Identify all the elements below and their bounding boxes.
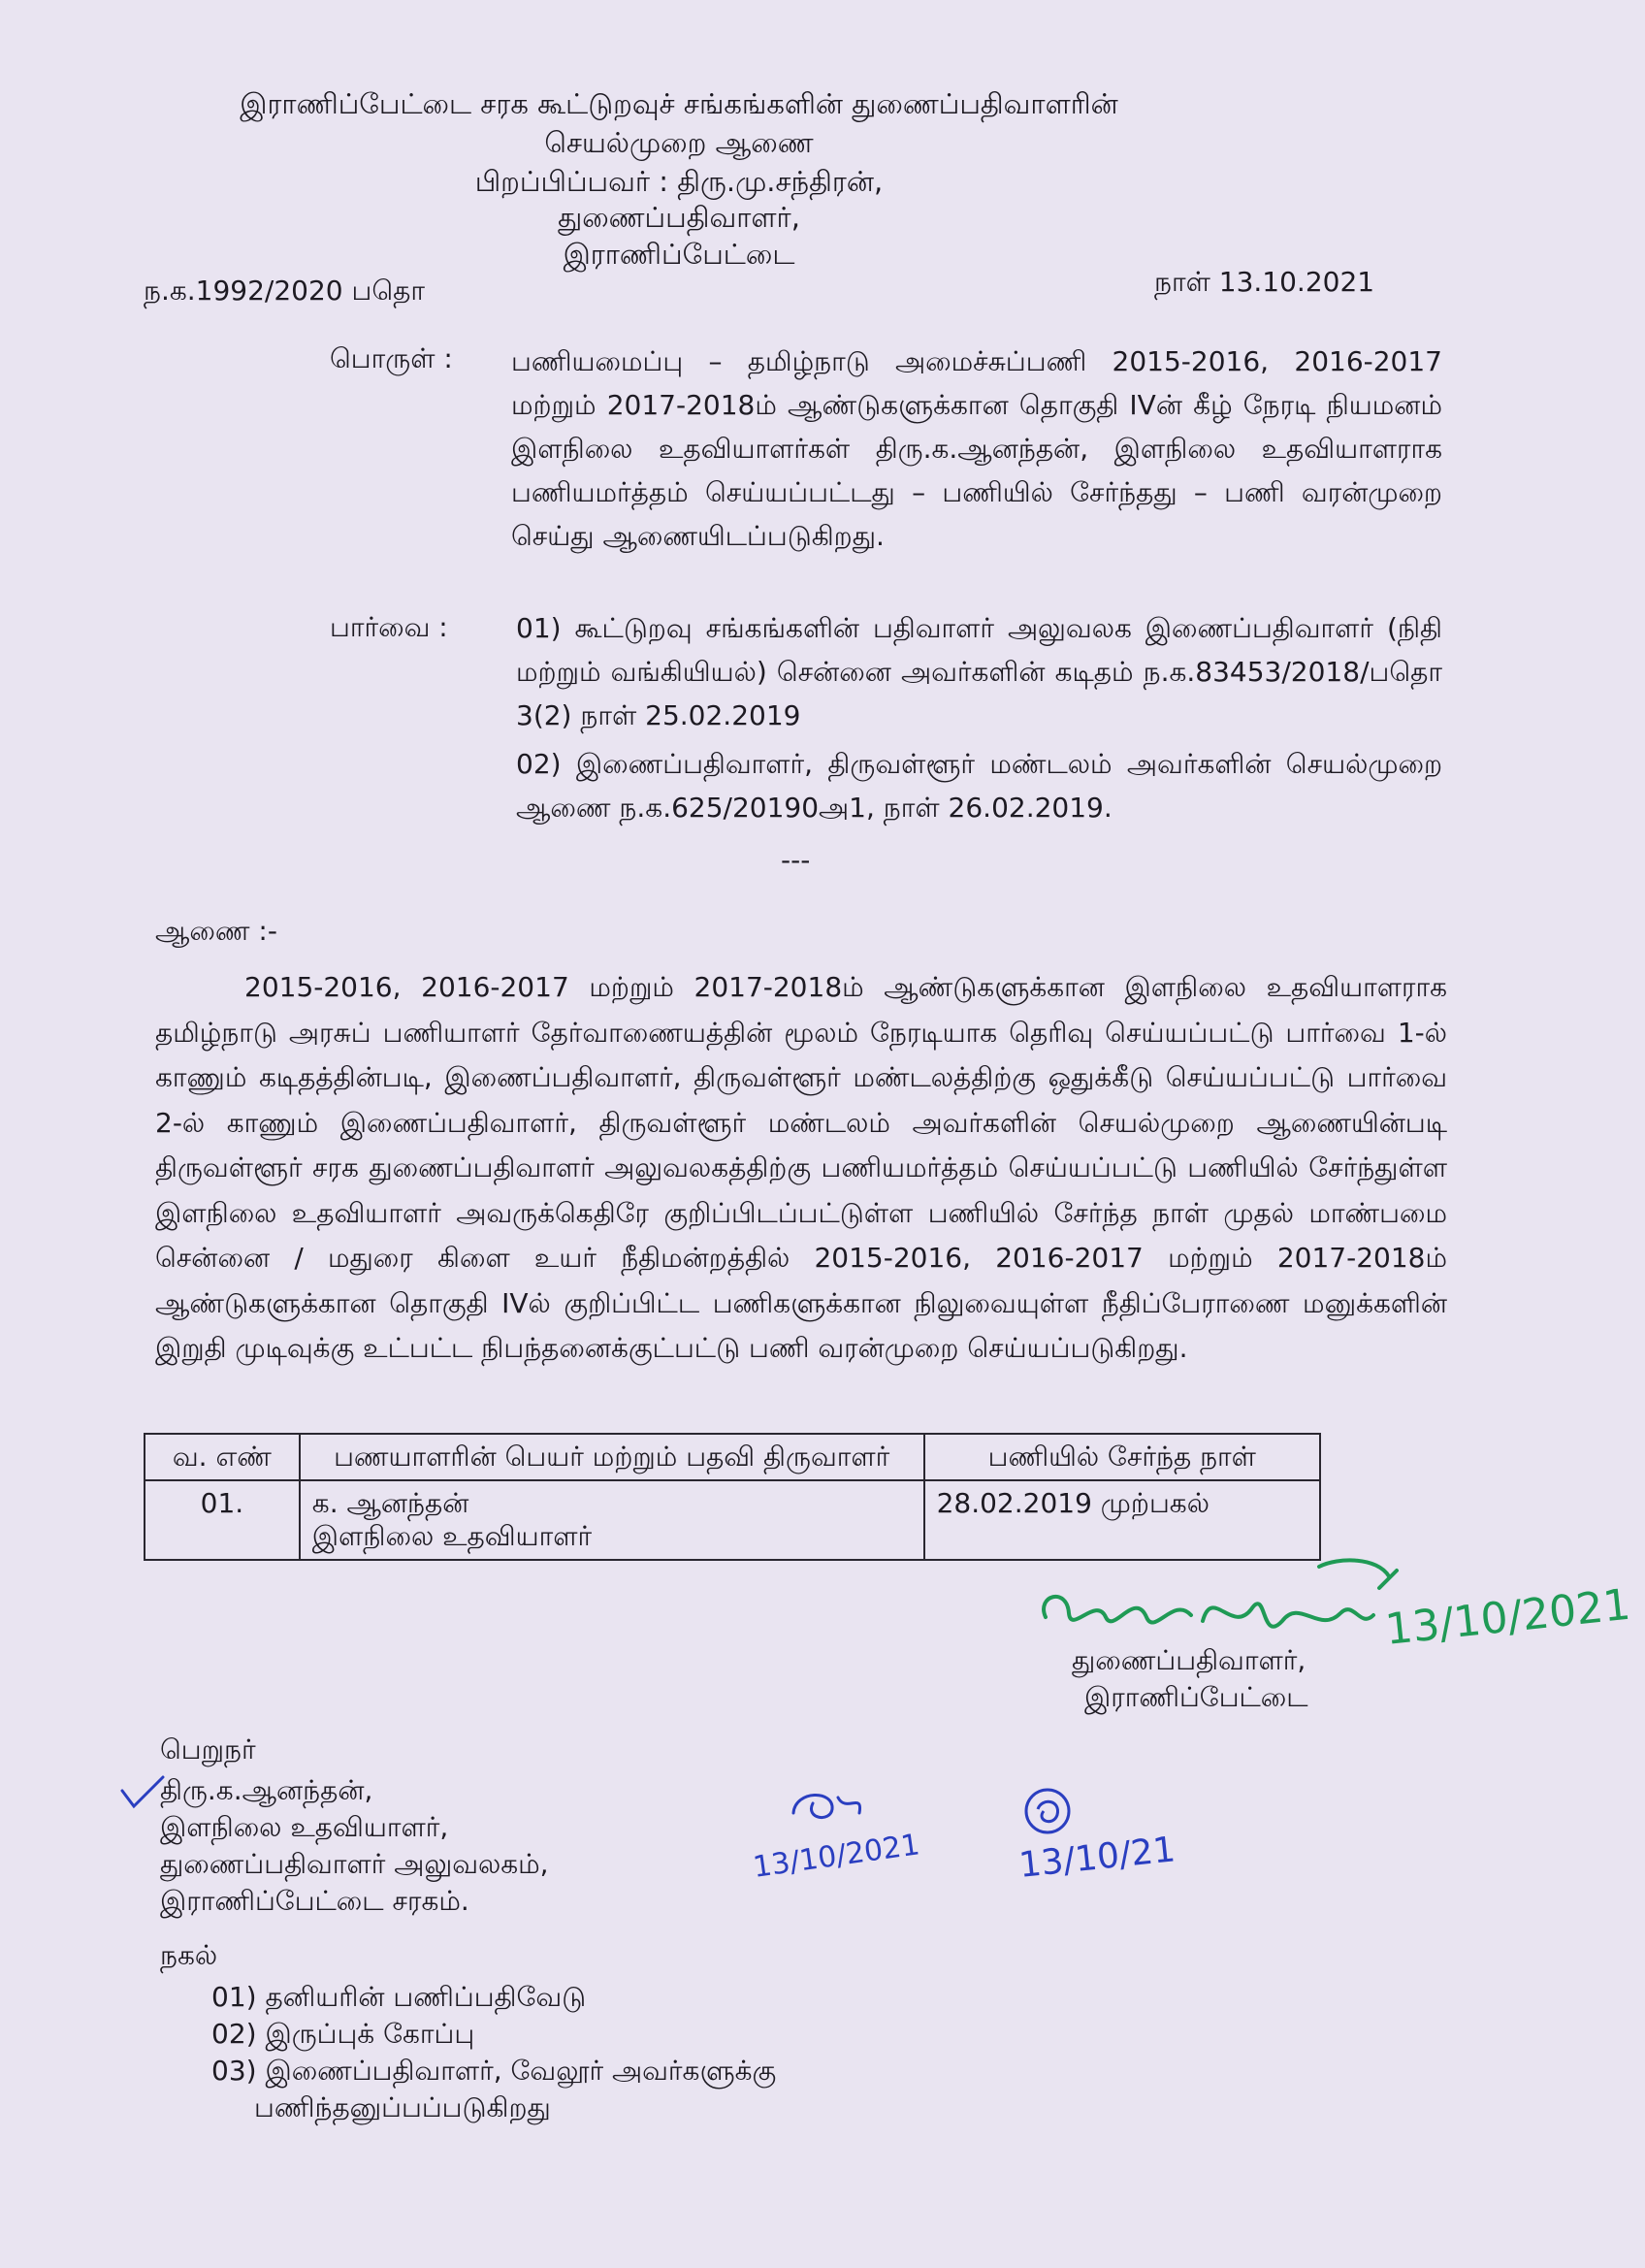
header-place: இராணிப்பேட்டை bbox=[563, 238, 795, 271]
header-line-2: செயல்முறை ஆணை bbox=[544, 126, 814, 159]
order-body: 2015-2016, 2016-2017 மற்றும் 2017-2018ம் ஆண்டுகளுக்கான இளநிலை உதவியாளராக தமிழ்நாடு அரசுப் பணியாளர் தேர்வாணையத்தின் மூலம் நேரடியாக தெரிவு செய்யப்பட்டு பார்வை 1-ல் காணும் கடிதத்தின்படி, இணைப்பதிவாளர், திருவள்ளூர் மண்டலத்திற்கு ஒதுக்கீடு செய்யப்பட்டு பார்வை 2-ல் காணும் இணைப்பதிவாளர், திருவள்ளூர் மண்டலம் அவர்களின் செயல்முறை ஆணையின்படி திருவள்ளூர் சரக துணைப்பதிவாளர் அலுவலகத்திற்கு பணியமர்த்தம் செய்யப்பட்டு பணியில் சேர்ந்துள்ள இளநிலை உதவியாளர் அவருக்கெதிரே குறிப்பிடப்பட்டுள்ள பணியில் சேர்ந்த நாள் முதல் மாண்பமை சென்னை / மதுரை கிளை உயர் நீதிமன்றத்தில் 2015-2016, 2016-2017 மற்றும் 2017-2018ம் ஆண்டுகளுக்கான தொகுதி IVல் குறிப்பிட்ட பணிகளுக்கான நிலுவையுள்ள நீதிப்பேராணை மனுக்களின் இறுதி முடிவுக்கு உட்பட்ட நிபந்தனைக்குட்பட்டு பணி வரன்முறை செய்யப்படுகிறது. bbox=[155, 971, 1447, 1364]
header-designation: துணைப்பதிவாளர், bbox=[558, 201, 800, 234]
employee-name: க. ஆனந்தன் bbox=[311, 1487, 469, 1519]
signatory-place: இராணிப்பேட்டை bbox=[1084, 1681, 1308, 1713]
reference-item-1: 01) கூட்டுறவு சங்கங்களின் பதிவாளர் அலுவலக இணைப்பதிவாளர் (நிதி மற்றும் வங்கியியல்) சென்னை அவர்களின் கடிதம் ந.க.83453/2018/பதொ 3(2) நாள் 25.02.2019 bbox=[516, 612, 1442, 731]
table-header-row bbox=[145, 1434, 1320, 1480]
references-label: பார்வை : bbox=[330, 611, 448, 643]
initial-date-2: 13/10/21 bbox=[1016, 1830, 1177, 1886]
recipient-line-2: இளநிலை உதவியாளர், bbox=[160, 1811, 449, 1843]
subject-label: பொருள் : bbox=[330, 342, 453, 374]
header-line-1: இராணிப்பேட்டை சரக கூட்டுறவுச் சங்கங்களின் துணைப்பதிவாளரின் bbox=[240, 87, 1118, 120]
copy-line-3: 03) இணைப்பதிவாளர், வேலூர் அவர்களுக்கு bbox=[211, 2055, 777, 2087]
separator: --- bbox=[781, 844, 811, 876]
employee-post: இளநிலை உதவியாளர் bbox=[311, 1520, 593, 1552]
reference-number: ந.க.1992/2020 பதொ bbox=[144, 275, 426, 307]
reference-item-2: 02) இணைப்பதிவாளர், திருவள்ளூர் மண்டலம் அவர்களின் செயல்முறை ஆணை ந.க.625/20190அ1, நாள் 26.02.2019. bbox=[516, 748, 1442, 824]
column-header-serial: வ. எண் bbox=[145, 1434, 300, 1480]
cell-joined-date: 28.02.2019 முற்பகல் bbox=[924, 1480, 1320, 1560]
cell-name-post bbox=[300, 1480, 924, 1560]
initial-mark-2 bbox=[1009, 1770, 1177, 1887]
column-header-name: பணயாளரின் பெயர் மற்றும் பதவி திருவாளர் bbox=[300, 1434, 924, 1480]
initial-mark-1 bbox=[737, 1780, 921, 1887]
signatory-title: துணைப்பதிவாளர், bbox=[1072, 1644, 1306, 1676]
column-header-joined-date: பணியில் சேர்ந்த நாள் bbox=[924, 1434, 1320, 1480]
copy-line-1: 01) தனியரின் பணிப்பதிவேடு bbox=[211, 1981, 587, 2013]
cell-serial: 01. bbox=[145, 1480, 300, 1560]
order-label: ஆணை :- bbox=[155, 915, 277, 947]
subject-text: பணியமைப்பு – தமிழ்நாடு அமைச்சுப்பணி 2015-2016, 2016-2017 மற்றும் 2017-2018ம் ஆண்டுகளுக்கான தொகுதி IVன் கீழ் நேரடி நியமனம் இளநிலை உதவியாளர்கள் திரு.க.ஆனந்தன், இளநிலை உதவியாளராக பணியமர்த்தம் செய்யப்பட்டது – பணியில் சேர்ந்தது – பணி வரன்முறை செய்து ஆணையிடப்படுகிறது. bbox=[511, 345, 1442, 552]
header-issuer: பிறப்பிப்பவர் : திரு.மு.சந்திரன், bbox=[474, 165, 884, 198]
recipient-line-1: திரு.க.ஆனந்தன், bbox=[160, 1774, 373, 1806]
recipient-line-3: துணைப்பதிவாளர் அலுவலகம், bbox=[160, 1848, 549, 1880]
recipient-label: பெறுநர் bbox=[160, 1733, 256, 1766]
initial-date-1: 13/10/2021 bbox=[751, 1828, 922, 1885]
copy-line-4: பணிந்தனுப்பப்படுகிறது bbox=[254, 2091, 551, 2123]
copy-label: நகல் bbox=[160, 1939, 218, 1971]
recipient-line-4: இராணிப்பேட்டை சரகம். bbox=[160, 1885, 469, 1917]
copy-line-2: 02) இருப்புக் கோப்பு bbox=[211, 2018, 475, 2050]
signature-date: 13/10/2021 bbox=[1382, 1579, 1633, 1655]
order-date: நாள் 13.10.2021 bbox=[1154, 266, 1375, 298]
